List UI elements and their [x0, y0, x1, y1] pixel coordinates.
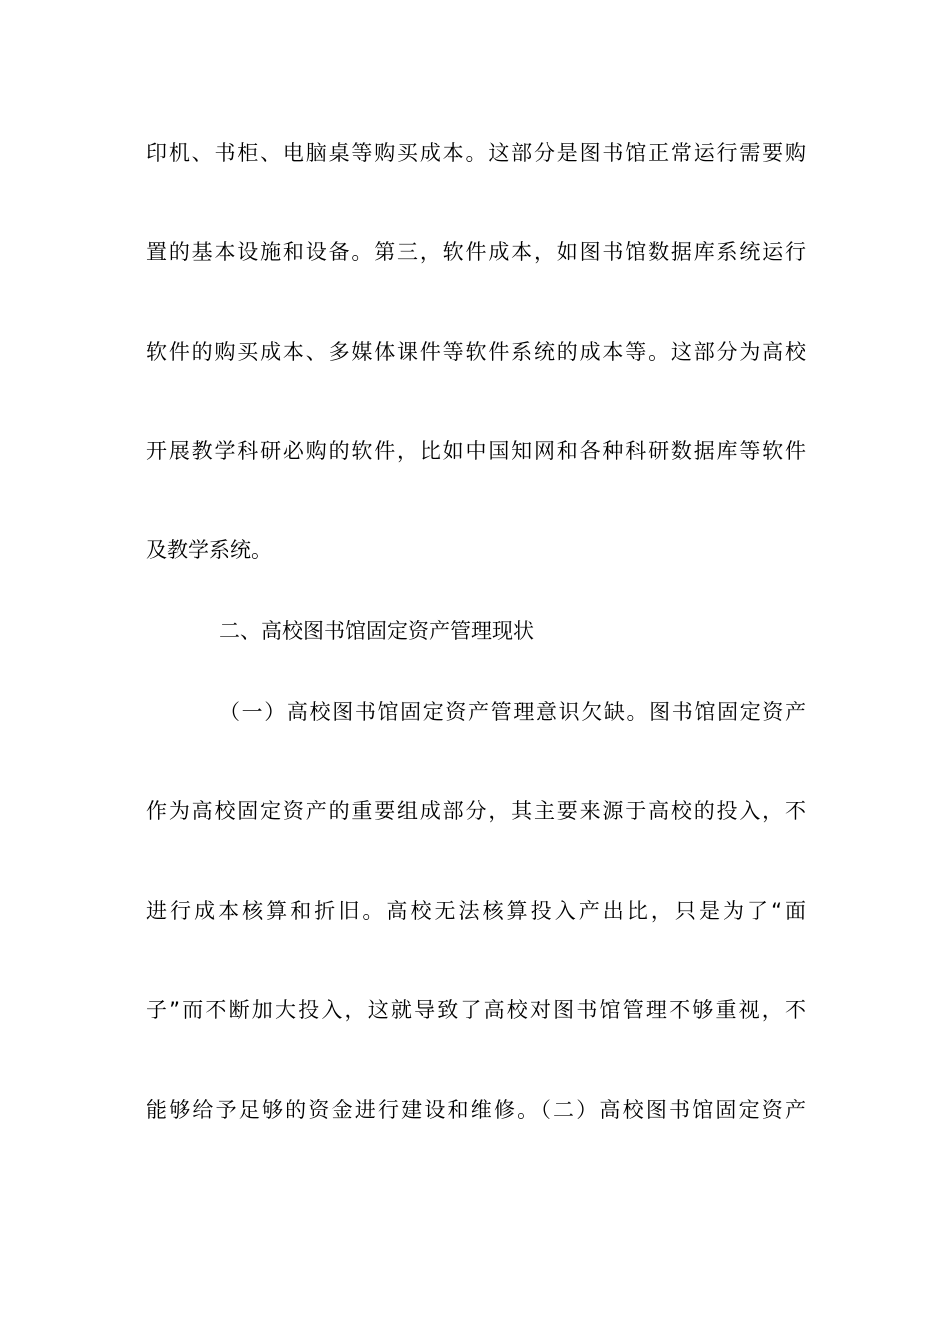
body-text-line: 作为高校固定资产的重要组成部分，其主要来源于高校的投入，不 — [146, 799, 806, 823]
body-text-line: 印机、书柜、电脑桌等购买成本。这部分是图书馆正常运行需要购 — [146, 141, 806, 165]
body-text-line: 能够给予足够的资金进行建设和维修。（二）高校图书馆固定资产 — [146, 1098, 806, 1122]
body-text-line: 开展教学科研必购的软件，比如中国知网和各种科研数据库等软件 — [146, 439, 806, 463]
body-text-line: （一）高校图书馆固定资产管理意识欠缺。图书馆固定资产 — [219, 700, 806, 724]
body-text-line: 子”而不断加大投入，这就导致了高校对图书馆管理不够重视，不 — [146, 998, 806, 1022]
body-text-line: 软件的购买成本、多媒体课件等软件系统的成本等。这部分为高校 — [146, 340, 806, 364]
body-text-line: 及教学系统。 — [146, 538, 272, 562]
body-text-line: 进行成本核算和折旧。高校无法核算投入产出比，只是为了“面 — [146, 899, 806, 923]
body-text-line: 置的基本设施和设备。第三，软件成本，如图书馆数据库系统运行 — [146, 240, 806, 264]
section-heading: 二、高校图书馆固定资产管理现状 — [219, 619, 534, 643]
